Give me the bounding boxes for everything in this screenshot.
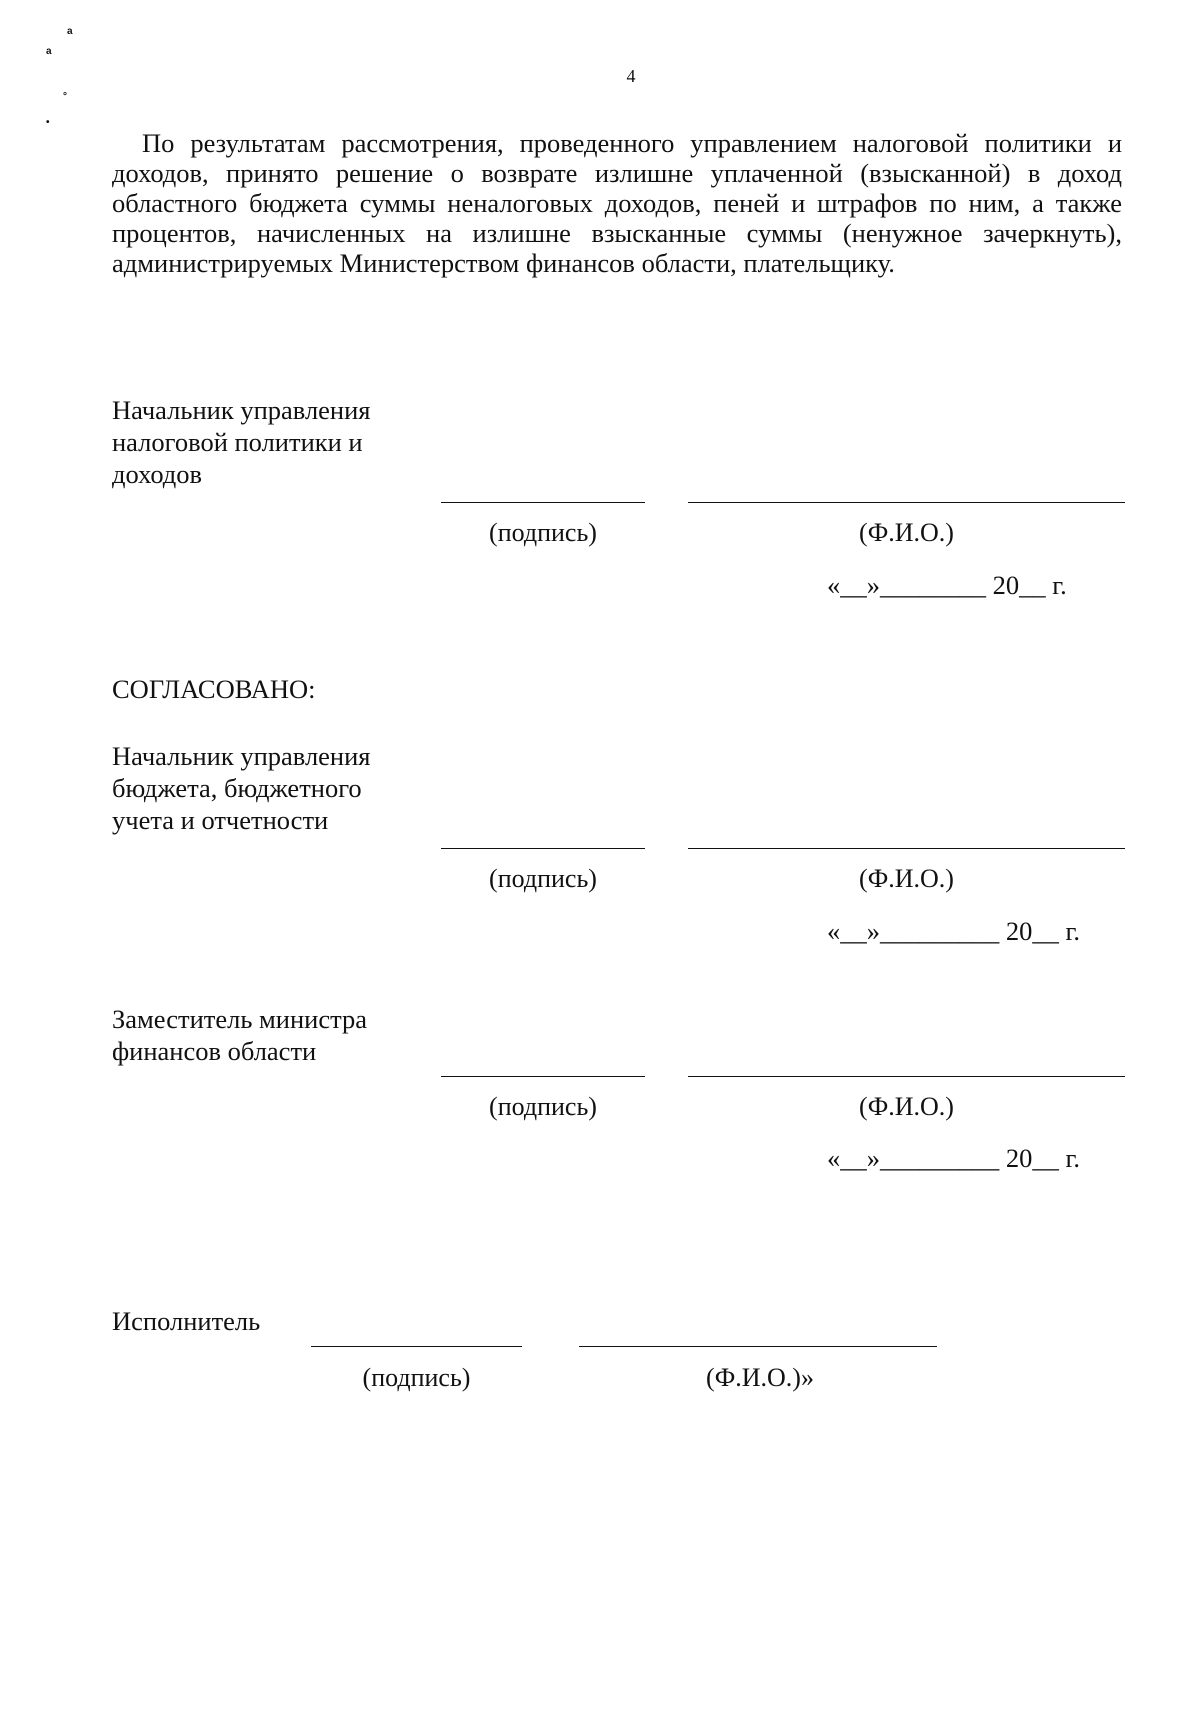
scan-speck: • — [46, 117, 50, 128]
signature-line — [441, 848, 645, 849]
name-line — [688, 502, 1125, 503]
scan-speck: a — [46, 46, 52, 57]
signature-caption: (подпись) — [489, 864, 597, 893]
name-caption: (Ф.И.О.) — [859, 518, 954, 547]
signatory-role-tax-policy: Начальник управления налоговой политики и доходов — [112, 395, 371, 489]
signature-line — [311, 1346, 522, 1347]
name-line — [579, 1346, 937, 1347]
name-caption: (Ф.И.О.) — [859, 864, 954, 893]
name-caption: (Ф.И.О.)» — [706, 1363, 814, 1392]
signature-caption: (подпись) — [489, 518, 597, 547]
scan-speck: a — [67, 26, 73, 37]
approval-heading: СОГЛАСОВАНО: — [112, 674, 316, 704]
signatory-role-budget: Начальник управления бюджета, бюджетного учета и отчетности — [112, 741, 371, 835]
page-number: 4 — [626, 66, 636, 86]
signature-caption: (подпись) — [489, 1092, 597, 1121]
intro-paragraph: По результатам рассмотрения, проведенного управлением налоговой политики и доходов, принято решение о возврате излишне уплаченной (взысканной) в доход областного бюджета суммы неналоговых доходов, пеней и штрафов по ним, а также процентов, начисленных на излишне взысканные суммы (ненужное зачеркнуть), администрируемых Министерством финансов области, плательщику. — [112, 128, 1122, 278]
signatory-role-deputy-minister: Заместитель министра финансов области — [112, 1004, 368, 1066]
signature-line — [441, 1076, 645, 1077]
name-line — [688, 848, 1125, 849]
date-line: «__»________ 20__ г. — [827, 570, 1067, 600]
date-line: «__»_________ 20__ г. — [827, 916, 1081, 946]
date-line: «__»_________ 20__ г. — [827, 1143, 1081, 1173]
signature-line — [441, 502, 645, 503]
scan-speck: ° — [63, 91, 67, 102]
executor-label: Исполнитель — [112, 1306, 261, 1336]
signature-caption: (подпись) — [362, 1363, 471, 1392]
name-line — [688, 1076, 1125, 1077]
name-caption: (Ф.И.О.) — [859, 1092, 954, 1121]
